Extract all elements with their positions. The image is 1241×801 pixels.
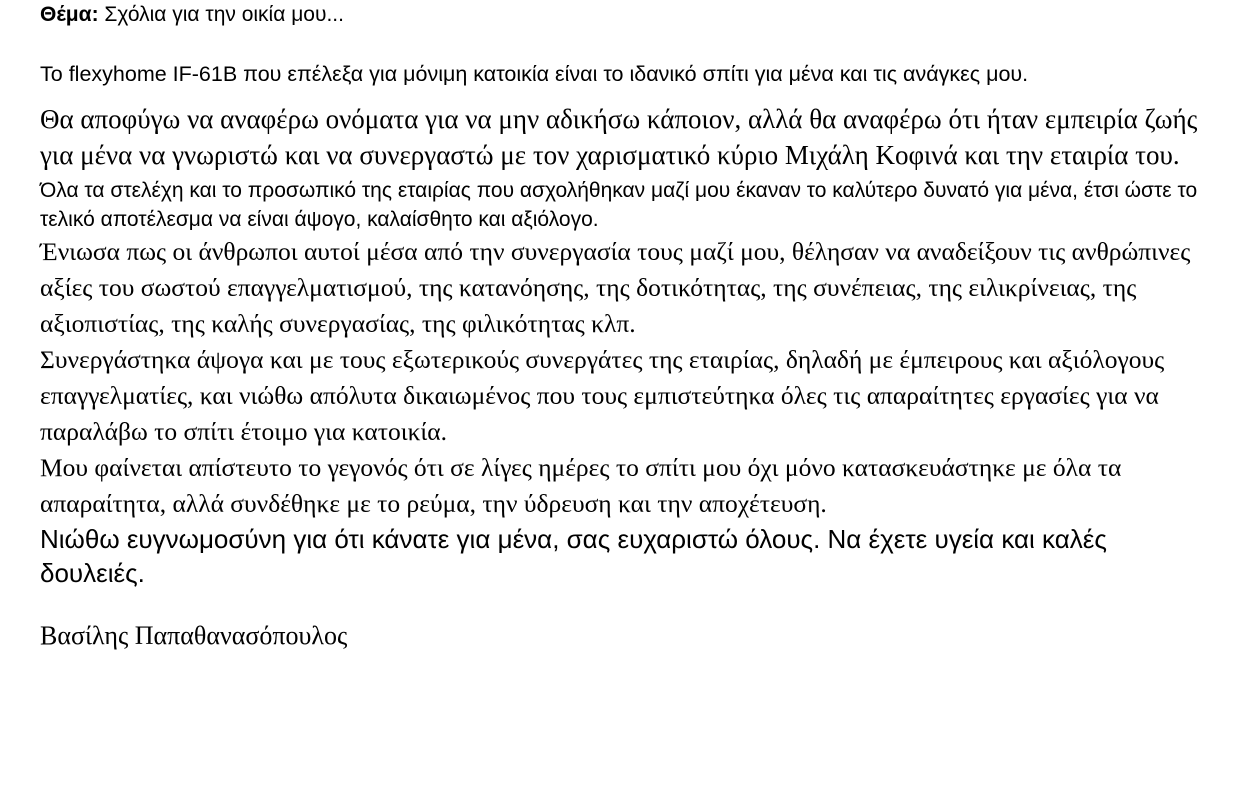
paragraph-values: Ένιωσα πως οι άνθρωποι αυτοί μέσα από την συνεργασία τους μαζί μου, θέλησαν να αναδείξουν τις ανθρώπινες αξίες του σωστού επαγγελματισμού, της κατανόησης, της δοτικότητας, της συνέπειας, της ειλικρίνειας, της αξιοπιστίας, της καλής συνεργασίας, της φιλικότητας κλπ. — [40, 237, 1191, 338]
subject-label: Θέμα: — [40, 3, 99, 26]
intro-paragraph: Το flexyhome IF-61B που επέλεξα για μόνιμη κατοικία είναι το ιδανικό σπίτι για μένα και τις ανάγκες μου. — [40, 62, 1029, 86]
paragraph-gratitude: Νιώθω ευγνωμοσύνη για ότι κάνατε για μένα, σας ευχαριστώ όλους. Να έχετε υγεία και καλές δουλειές. — [40, 524, 1107, 588]
paragraph-completion: Μου φαίνεται απίστευτο το γεγονός ότι σε λίγες ημέρες το σπίτι μου όχι μόνο κατασκευάστηκε με όλα τα απαραίτητα, αλλά συνδέθηκε με το ρεύμα, την ύδρευση και την αποχέτευση. — [40, 453, 1122, 518]
subject-text: Σχόλια για την οικία μου... — [104, 3, 344, 26]
paragraph-partners: Συνεργάστηκα άψογα και με τους εξωτερικούς συνεργάτες της εταιρίας, δηλαδή με έμπειρους και αξιόλογους επαγγελματίες, και νιώθω απόλυτα δικαιωμένος που τους εμπιστεύτηκα όλες τις απαραίτητες εργασίες για να παραλάβω το σπίτι έτοιμο για κατοικία. — [40, 345, 1165, 446]
paragraph-staff: Όλα τα στελέχη και το προσωπικό της εταιρίας που ασχολήθηκαν μαζί μου έκαναν το καλύτερο δυνατό για μένα, έτσι ώστε το τελικό αποτέλεσμα να είναι άψογο, καλαίσθητο και αξιόλογο. — [40, 179, 1198, 231]
subject-line — [40, 0, 1210, 30]
paragraph-names: Θα αποφύγω να αναφέρω ονόματα για να μην αδικήσω κάποιον, αλλά θα αναφέρω ότι ήταν εμπειρία ζωής για μένα να γνωριστώ και να συνεργαστώ με τον χαρισματικό κύριο Μιχάλη Κοφινά και την εταιρία του. — [40, 104, 1198, 170]
letter-document — [40, 0, 1210, 653]
signature: Βασίλης Παπαθανασόπουλος — [40, 621, 348, 650]
